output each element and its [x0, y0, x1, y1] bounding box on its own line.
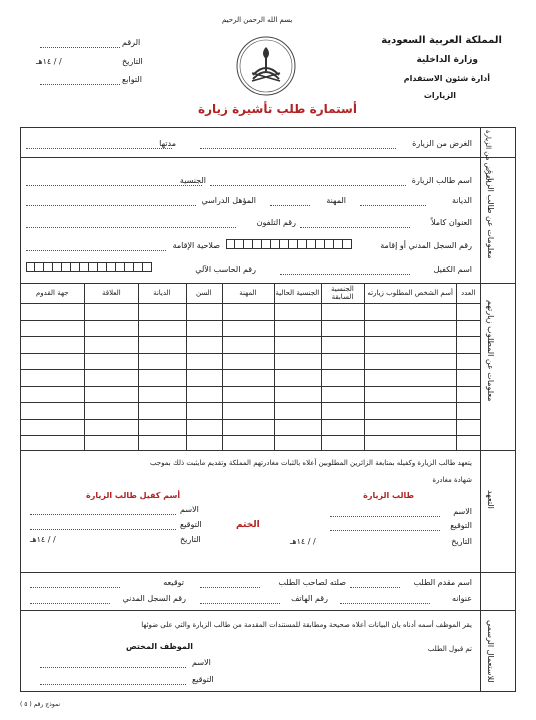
date-label: التاريخ	[122, 57, 143, 66]
section-divider	[20, 450, 516, 451]
date-value: / / ١٤هـ	[36, 57, 62, 66]
table-header-cell: جهة القدوم	[35, 289, 69, 297]
official-employee-title: الموظف المختص	[126, 642, 194, 651]
table-header-cell: الجنسية السابقة	[331, 285, 354, 301]
basmala: بسم الله الرحمن الرحيم	[222, 16, 293, 24]
section-divider	[20, 157, 516, 158]
submitter-address-label: عنوانه	[451, 594, 472, 603]
pledge-applicant-date-value: / / ١٤هـ	[290, 537, 316, 546]
visit-duration-label: مدتها	[159, 139, 176, 148]
sponsor-label: اسم الكفيل	[433, 265, 472, 274]
visit-duration-field[interactable]	[26, 148, 172, 149]
applicant-name-field[interactable]	[210, 185, 406, 186]
table-column-line	[186, 283, 187, 450]
submitter-phone-label: رقم الهاتف	[291, 594, 328, 603]
submitter-signature-label: توقيعه	[163, 578, 184, 587]
pledge-applicant-signature-field[interactable]	[330, 530, 440, 531]
submitter-civil-id-label: رقم السجل المدني	[122, 594, 186, 603]
visit-purpose-field[interactable]	[200, 148, 396, 149]
computer-number-label: رقم الحاسب الآلي	[195, 265, 256, 274]
section-name: الزيارات	[423, 91, 456, 100]
attachments-label: التوابع	[122, 75, 142, 84]
residence-validity-field[interactable]	[26, 250, 166, 251]
submitter-phone-field[interactable]	[200, 603, 280, 604]
pledge-sponsor-name-field[interactable]	[30, 514, 176, 515]
table-header-line	[20, 303, 480, 304]
address-field[interactable]	[300, 227, 410, 228]
table-row[interactable]	[20, 386, 480, 387]
submitter-relation-field[interactable]	[200, 587, 260, 588]
computer-number-boxes[interactable]	[26, 262, 152, 272]
pledge-applicant-date-label: التاريخ	[451, 537, 472, 546]
qualification-field[interactable]	[26, 205, 196, 206]
pledge-applicant-title: طالب الزيارة	[363, 491, 414, 500]
attachments-field[interactable]	[40, 84, 120, 85]
form-code: نموذج رقم ( ٥ )	[20, 701, 61, 708]
table-row[interactable]	[20, 402, 480, 403]
form-title: أستمارة طلب تأشيرة زيارة	[198, 102, 357, 116]
table-row[interactable]	[20, 336, 480, 337]
submitter-civil-id-field[interactable]	[30, 603, 110, 604]
pledge-sponsor-title: أسم كفيل طالب الزيارة	[86, 491, 181, 500]
table-row[interactable]	[20, 435, 480, 436]
number-label: الرقم	[122, 38, 141, 47]
nationality-field[interactable]	[26, 185, 202, 186]
side-label-official: للاستعمال الرسمي	[486, 620, 495, 683]
qualification-label: المؤهل الدراسي	[201, 196, 256, 205]
table-column-line	[222, 283, 223, 450]
phone-field[interactable]	[26, 227, 236, 228]
profession-label: المهنة	[326, 196, 346, 205]
submitter-name-label: اسم مقدم الطلب	[413, 578, 472, 587]
id-number-boxes[interactable]	[226, 239, 352, 249]
table-header-cell: العدد	[461, 289, 476, 297]
pledge-text-line2: شهادة مغادرة	[432, 476, 472, 484]
table-column-line	[84, 283, 85, 450]
official-signature-field[interactable]	[40, 684, 186, 685]
pledge-sponsor-signature-label: التوقيع	[180, 520, 202, 529]
address-label: العنوان كاملاً	[430, 218, 472, 227]
side-label-pledge: التعهد	[486, 490, 495, 509]
pledge-applicant-name-field[interactable]	[330, 516, 440, 517]
table-row[interactable]	[20, 320, 480, 321]
official-text-line2: تم قبول الطلب	[427, 645, 472, 653]
sponsor-field[interactable]	[280, 274, 410, 275]
table-header-cell: السن	[195, 289, 212, 297]
official-signature-label: التوقيع	[192, 675, 214, 684]
side-label-visit-purpose: الغرض من الزيارة	[484, 130, 492, 183]
section-divider	[20, 572, 516, 573]
visitors-table	[20, 283, 480, 450]
table-column-line	[138, 283, 139, 450]
religion-label: الديانة	[451, 196, 472, 205]
table-row[interactable]	[20, 353, 480, 354]
table-row[interactable]	[20, 419, 480, 420]
applicant-name-label: اسم طالب الزيارة	[411, 176, 472, 185]
official-text-line1: يقر الموظف أسمه أدناه بان البيانات أعلاه صحيحة ومطابقة للمستندات المقدمة من طالب الزيارة والتي على ضوئها	[141, 621, 472, 629]
phone-label: رقم التلفون	[256, 218, 296, 227]
table-header-cell: الجنسية الحالية	[275, 289, 320, 297]
kingdom-name: المملكة العربية السعودية	[381, 35, 502, 46]
table-row[interactable]	[20, 369, 480, 370]
side-label-applicant: معلومات عن طالب الزيارة	[486, 170, 495, 259]
number-field[interactable]	[40, 47, 120, 48]
pledge-sponsor-date-label: التاريخ	[180, 535, 201, 544]
saudi-emblem-icon	[235, 35, 297, 97]
table-header-cell: المهنة	[239, 289, 257, 297]
nationality-label: الجنسية	[179, 176, 206, 185]
table-header-cell: أسم الشخص المطلوب زيارته	[367, 289, 453, 297]
residence-validity-label: صلاحية الإقامة	[172, 241, 220, 250]
table-header-cell: العلاقة	[101, 289, 121, 297]
table-column-line	[274, 283, 275, 450]
religion-field[interactable]	[360, 205, 426, 206]
submitter-relation-label: صلته لصاحب الطلب	[278, 578, 346, 587]
submitter-address-field[interactable]	[340, 603, 430, 604]
table-column-line	[364, 283, 365, 450]
ministry-name: وزارة الداخلية	[416, 55, 478, 65]
side-label-visitors: معلومات عن المطلوب زيارتهم	[486, 300, 495, 402]
seal-label: الختم	[236, 520, 260, 530]
pledge-sponsor-date-value: / / ١٤هـ	[30, 535, 56, 544]
pledge-applicant-name-label: الاسم	[453, 507, 472, 516]
pledge-sponsor-name-label: الاسم	[180, 505, 199, 514]
official-name-label: الاسم	[192, 658, 211, 667]
pledge-applicant-signature-label: التوقيع	[450, 521, 472, 530]
section-divider	[20, 610, 516, 611]
pledge-text-line1: يتعهد طالب الزيارة وكفيله بمتابعة الزائرين المطلوبين أعلاه بالثبات مغادرتهم المملكة وتقديم مايثبت ذلك بموجب	[149, 459, 472, 467]
id-label: رقم السجل المدني أو إقامة	[380, 241, 472, 250]
official-name-field[interactable]	[40, 667, 186, 668]
profession-field[interactable]	[270, 205, 310, 206]
department-name: أدارة شئون الاستقدام	[403, 74, 490, 83]
table-header-cell: الديانة	[153, 289, 171, 297]
table-column-line	[321, 283, 322, 450]
submitter-name-field[interactable]	[350, 587, 400, 588]
side-column-divider	[480, 127, 481, 692]
pledge-sponsor-signature-field[interactable]	[30, 529, 176, 530]
table-column-line	[456, 283, 457, 450]
submitter-signature-field[interactable]	[30, 587, 120, 588]
visit-purpose-label: الغرض من الزيارة	[412, 139, 472, 148]
